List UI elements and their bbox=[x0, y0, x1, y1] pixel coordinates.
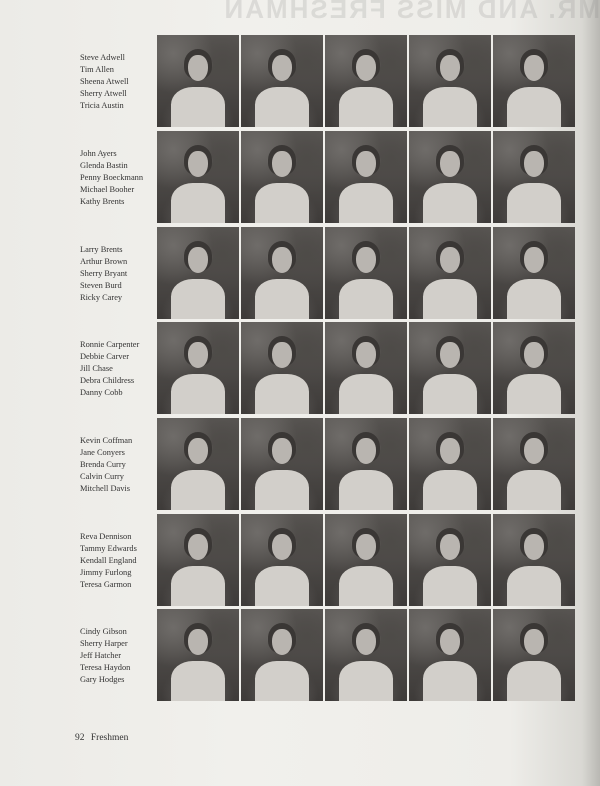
student-name: John Ayers bbox=[80, 149, 117, 158]
student-name: Teresa Garmon bbox=[80, 579, 132, 589]
portrait-clothing bbox=[423, 279, 477, 319]
student-name: Jane Conyers bbox=[80, 447, 125, 457]
portrait-face bbox=[272, 438, 292, 464]
student-name: Brenda Curry bbox=[80, 459, 126, 469]
page-footer bbox=[75, 733, 132, 743]
student-portrait bbox=[157, 131, 239, 223]
student-name: Arthur Brown bbox=[80, 256, 128, 266]
portrait-face bbox=[524, 534, 544, 560]
student-portrait bbox=[241, 418, 323, 510]
portrait-face bbox=[272, 247, 292, 273]
page-number: 92 bbox=[75, 733, 85, 743]
student-portrait bbox=[493, 609, 575, 701]
portrait-clothing bbox=[171, 279, 225, 319]
portrait-clothing bbox=[423, 87, 477, 127]
portrait-clothing bbox=[339, 279, 393, 319]
portrait-clothing bbox=[423, 470, 477, 510]
student-name: Debra Childress bbox=[80, 375, 135, 385]
name-list bbox=[80, 339, 156, 399]
portrait-clothing bbox=[423, 374, 477, 414]
portrait-clothing bbox=[255, 566, 309, 606]
student-name: Debbie Carver bbox=[80, 351, 130, 361]
name-list bbox=[80, 435, 156, 495]
student-portrait bbox=[157, 514, 239, 606]
student-portrait bbox=[493, 35, 575, 127]
student-name: Tammy Edwards bbox=[80, 543, 137, 553]
portrait-face bbox=[440, 629, 460, 655]
portrait-face bbox=[188, 629, 208, 655]
portrait-clothing bbox=[507, 661, 561, 701]
student-name: Reva Dennison bbox=[80, 532, 132, 541]
student-portrait bbox=[493, 131, 575, 223]
portrait-face bbox=[524, 438, 544, 464]
portrait-face bbox=[272, 55, 292, 81]
name-list bbox=[80, 148, 156, 208]
student-name: Sheena Atwell bbox=[80, 76, 129, 86]
student-name: Cindy Gibson bbox=[80, 627, 127, 636]
portrait-face bbox=[356, 534, 376, 560]
student-name: Jeff Hatcher bbox=[80, 650, 121, 660]
name-list bbox=[80, 626, 156, 686]
student-portrait bbox=[493, 322, 575, 414]
portrait-face bbox=[272, 342, 292, 368]
student-name: Larry Brents bbox=[80, 245, 123, 254]
portrait-face bbox=[440, 151, 460, 177]
student-portrait bbox=[157, 227, 239, 319]
student-portrait bbox=[409, 227, 491, 319]
student-name: Jimmy Furlong bbox=[80, 567, 132, 577]
student-portrait bbox=[409, 35, 491, 127]
student-portrait bbox=[409, 131, 491, 223]
student-portrait bbox=[409, 514, 491, 606]
student-portrait bbox=[325, 609, 407, 701]
portrait-face bbox=[272, 534, 292, 560]
student-portrait bbox=[325, 322, 407, 414]
portrait-clothing bbox=[339, 566, 393, 606]
student-name: Penny Boeckmann bbox=[80, 172, 144, 182]
portrait-clothing bbox=[423, 661, 477, 701]
portrait-clothing bbox=[507, 87, 561, 127]
portrait-face bbox=[440, 534, 460, 560]
portrait-clothing bbox=[507, 470, 561, 510]
student-name: Kathy Brents bbox=[80, 196, 125, 206]
student-portrait bbox=[409, 609, 491, 701]
bleed-through-title: MR. AND MISS FRESHMAN bbox=[222, 0, 600, 24]
portrait-clothing bbox=[255, 183, 309, 223]
portrait-face bbox=[188, 247, 208, 273]
student-name: Steven Burd bbox=[80, 280, 122, 290]
student-portrait bbox=[493, 514, 575, 606]
portrait-face bbox=[356, 629, 376, 655]
portrait-clothing bbox=[255, 470, 309, 510]
student-name: Calvin Curry bbox=[80, 471, 124, 481]
student-portrait bbox=[241, 131, 323, 223]
portrait-clothing bbox=[339, 374, 393, 414]
portrait-clothing bbox=[255, 279, 309, 319]
portrait-clothing bbox=[507, 566, 561, 606]
portrait-clothing bbox=[507, 279, 561, 319]
name-list bbox=[80, 244, 156, 304]
portrait-face bbox=[440, 342, 460, 368]
student-name: Tim Allen bbox=[80, 64, 114, 74]
student-name: Teresa Haydon bbox=[80, 662, 131, 672]
student-portrait bbox=[157, 609, 239, 701]
student-name: Steve Adwell bbox=[80, 53, 125, 62]
student-name: Ronnie Carpenter bbox=[80, 340, 140, 349]
portrait-clothing bbox=[255, 374, 309, 414]
student-name: Kevin Coffman bbox=[80, 436, 133, 445]
portrait-face bbox=[524, 629, 544, 655]
portrait-clothing bbox=[339, 470, 393, 510]
student-portrait bbox=[325, 418, 407, 510]
portrait-clothing bbox=[171, 470, 225, 510]
portrait-clothing bbox=[171, 566, 225, 606]
student-name: Sherry Bryant bbox=[80, 268, 128, 278]
portrait-face bbox=[440, 247, 460, 273]
student-name: Jill Chase bbox=[80, 363, 113, 373]
student-name: Ricky Carey bbox=[80, 292, 123, 302]
student-portrait bbox=[409, 322, 491, 414]
student-name: Gary Hodges bbox=[80, 674, 125, 684]
student-portrait bbox=[325, 131, 407, 223]
portrait-clothing bbox=[423, 566, 477, 606]
student-portrait bbox=[325, 227, 407, 319]
portrait-face bbox=[440, 55, 460, 81]
portrait-face bbox=[272, 629, 292, 655]
portrait-clothing bbox=[171, 87, 225, 127]
student-portrait bbox=[409, 418, 491, 510]
portrait-face bbox=[356, 247, 376, 273]
student-portrait bbox=[241, 322, 323, 414]
name-list bbox=[80, 52, 156, 112]
portrait-clothing bbox=[339, 661, 393, 701]
portrait-face bbox=[356, 438, 376, 464]
portrait-face bbox=[188, 342, 208, 368]
student-name: Sherry Harper bbox=[80, 638, 128, 648]
student-portrait bbox=[493, 418, 575, 510]
portrait-face bbox=[356, 55, 376, 81]
portrait-clothing bbox=[255, 87, 309, 127]
portrait-clothing bbox=[171, 183, 225, 223]
portrait-face bbox=[356, 342, 376, 368]
portrait-clothing bbox=[255, 661, 309, 701]
student-name: Danny Cobb bbox=[80, 387, 123, 397]
student-portrait bbox=[241, 514, 323, 606]
section-name: Freshmen bbox=[90, 733, 129, 743]
portrait-face bbox=[524, 55, 544, 81]
student-portrait bbox=[241, 609, 323, 701]
student-name: Kendall England bbox=[80, 555, 137, 565]
portrait-face bbox=[188, 534, 208, 560]
student-name: Glenda Bastin bbox=[80, 160, 128, 170]
portrait-face bbox=[440, 438, 460, 464]
portrait-face bbox=[188, 438, 208, 464]
student-name: Tricia Austin bbox=[80, 100, 124, 110]
portrait-clothing bbox=[423, 183, 477, 223]
student-portrait bbox=[241, 35, 323, 127]
portrait-face bbox=[188, 151, 208, 177]
portrait-clothing bbox=[339, 87, 393, 127]
portrait-face bbox=[524, 342, 544, 368]
student-name: Michael Booher bbox=[80, 184, 135, 194]
portrait-clothing bbox=[507, 374, 561, 414]
student-name: Mitchell Davis bbox=[80, 483, 131, 493]
portrait-clothing bbox=[507, 183, 561, 223]
student-portrait bbox=[325, 514, 407, 606]
student-portrait bbox=[493, 227, 575, 319]
student-portrait bbox=[325, 35, 407, 127]
student-portrait bbox=[157, 322, 239, 414]
name-list bbox=[80, 531, 156, 591]
student-portrait bbox=[157, 35, 239, 127]
portrait-face bbox=[272, 151, 292, 177]
portrait-face bbox=[524, 151, 544, 177]
student-name: Sherry Atwell bbox=[80, 88, 127, 98]
portrait-face bbox=[524, 247, 544, 273]
portrait-face bbox=[188, 55, 208, 81]
portrait-clothing bbox=[171, 374, 225, 414]
student-portrait bbox=[241, 227, 323, 319]
portrait-clothing bbox=[339, 183, 393, 223]
portrait-face bbox=[356, 151, 376, 177]
portrait-clothing bbox=[171, 661, 225, 701]
student-portrait bbox=[157, 418, 239, 510]
